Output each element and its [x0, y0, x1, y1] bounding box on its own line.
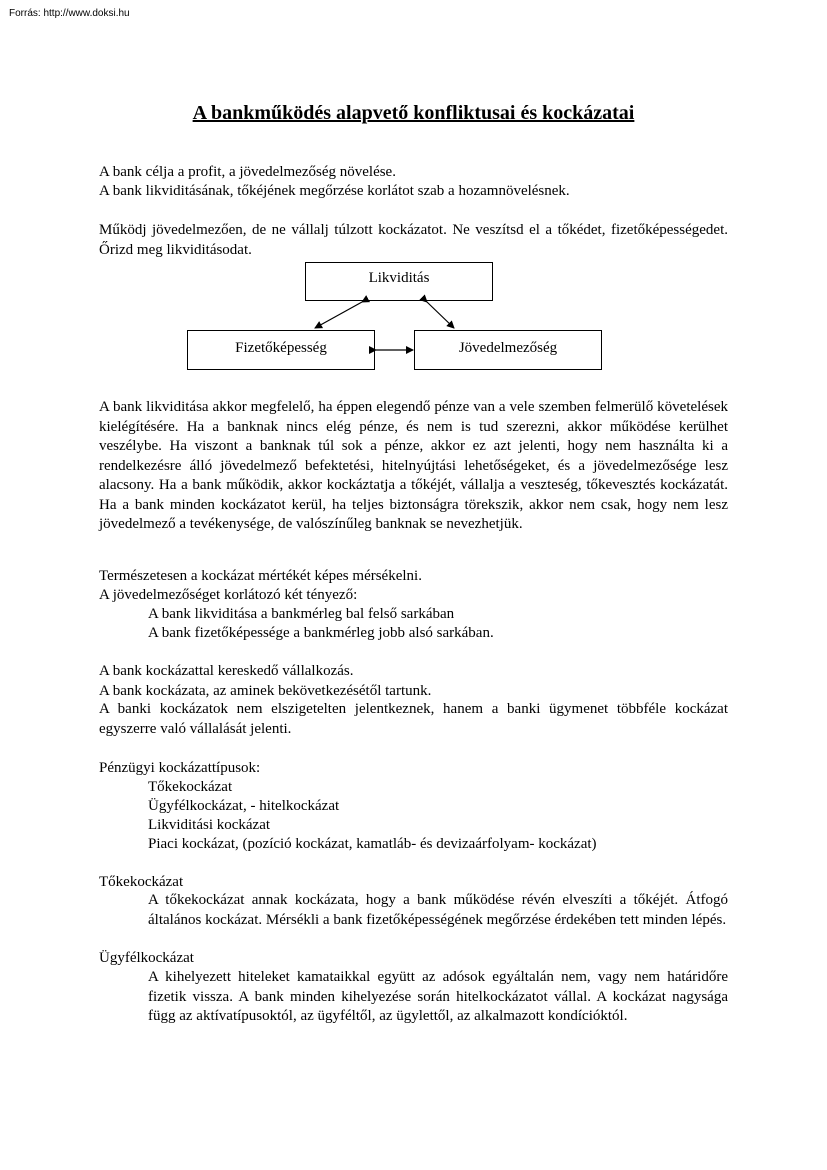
risk-reduce-line: Természetesen a kockázat mértékét képes mérsékelni.: [99, 568, 422, 584]
trading-line: A bank kockázattal kereskedő vállalkozás.: [99, 663, 354, 679]
source-label: Forrás: http://www.doksi.hu: [9, 8, 130, 19]
types-item: Likviditási kockázat: [148, 817, 271, 833]
motto-paragraph: Működj jövedelmezően, de ne vállalj túlzott kockázatot. Ne veszítsd el a tőkédet, fizetőképességedet. Őrizd meg likviditásodat.: [99, 222, 728, 258]
diagram-label-liquidity: Likviditás: [368, 270, 430, 286]
types-item: Tőkekockázat: [148, 779, 233, 795]
limiting-item: A bank fizetőképessége a bankmérleg jobb alsó sarkában.: [148, 625, 494, 641]
types-heading: Pénzügyi kockázattípusok:: [99, 760, 261, 776]
client-heading: Ügyfélkockázat: [99, 950, 194, 966]
diagram-label-solvency: Fizetőképesség: [235, 340, 327, 356]
page-title: A bankműködés alapvető konfliktusai és kockázatai: [192, 102, 635, 124]
types-item: Piaci kockázat, (pozíció kockázat, kamatláb- és devizaárfolyam- kockázat): [148, 836, 597, 852]
limiting-intro: A jövedelmezőséget korlátozó két tényező:: [99, 587, 358, 603]
arrow-liquidity-profitability: [427, 302, 454, 328]
liquidity-paragraph: A bank likviditása akkor megfelelő, ha éppen elegendő pénze van a vele szemben felmerülő követelések kielégítésére. Ha a banknak nincs elég pénze, és nem is tud szerezni, akkor működése kerülhet veszélybe. Ha viszont a banknak túl sok a pénze, akkor ez azt jelenti, hogy nem használta ki a rendelkezésre álló jövedelmező befektetési, hitelnyújtási lehetőségeket, és a jövedelmezősége lesz alacsony. Ha a bank működik, akkor kockáztatja a tőkéjét, vállalja a veszteség, tőkevesztés kockázatát. Ha a bank minden kockázatot kerül, ha teljes biztonságra törekszik, akkor nem csak, hogy nem lesz jövedelmező a tevékenysége, de valószínűleg banknak se nevezhetjük.: [99, 399, 728, 532]
client-paragraph: A kihelyezett hiteleket kamataikkal együtt az adósok egyáltalán nem, vagy nem határidőre fizetik vissza. A bank minden kihelyezése során hitelkockázatot vállal. A kockázat nagysága függ az aktívatípusoktól, az ügyféltől, az ügylettől, az alkalmazott kondícióktól.: [148, 969, 728, 1024]
intro-line-2: A bank likviditásának, tőkéjének megőrzése korlátot szab a hozamnövelésnek.: [99, 183, 570, 199]
types-item: Ügyfélkockázat, - hitelkockázat: [148, 798, 340, 814]
risk-paragraph: A banki kockázatok nem elszigetelten jelentkeznek, hanem a banki ügymenet többféle kockázat egyszerre való vállalását jelenti.: [99, 701, 728, 737]
diagram-label-profitability: Jövedelmezőség: [458, 340, 558, 356]
limiting-item: A bank likviditása a bankmérleg bal felső sarkában: [148, 606, 455, 622]
capital-paragraph: A tőkekockázat annak kockázata, hogy a bank működése révén elveszíti a tőkéjét. Átfogó általános kockázat. Mérsékli a bank fizetőképességének megőrzése érdekében tett minden lépés.: [148, 892, 728, 928]
intro-line-1: A bank célja a profit, a jövedelmezőség növelése.: [99, 164, 396, 180]
risk-definition: A bank kockázata, az aminek bekövetkezésétől tartunk.: [99, 683, 432, 699]
capital-heading: Tőkekockázat: [99, 874, 184, 890]
arrow-liquidity-solvency: [315, 302, 362, 328]
